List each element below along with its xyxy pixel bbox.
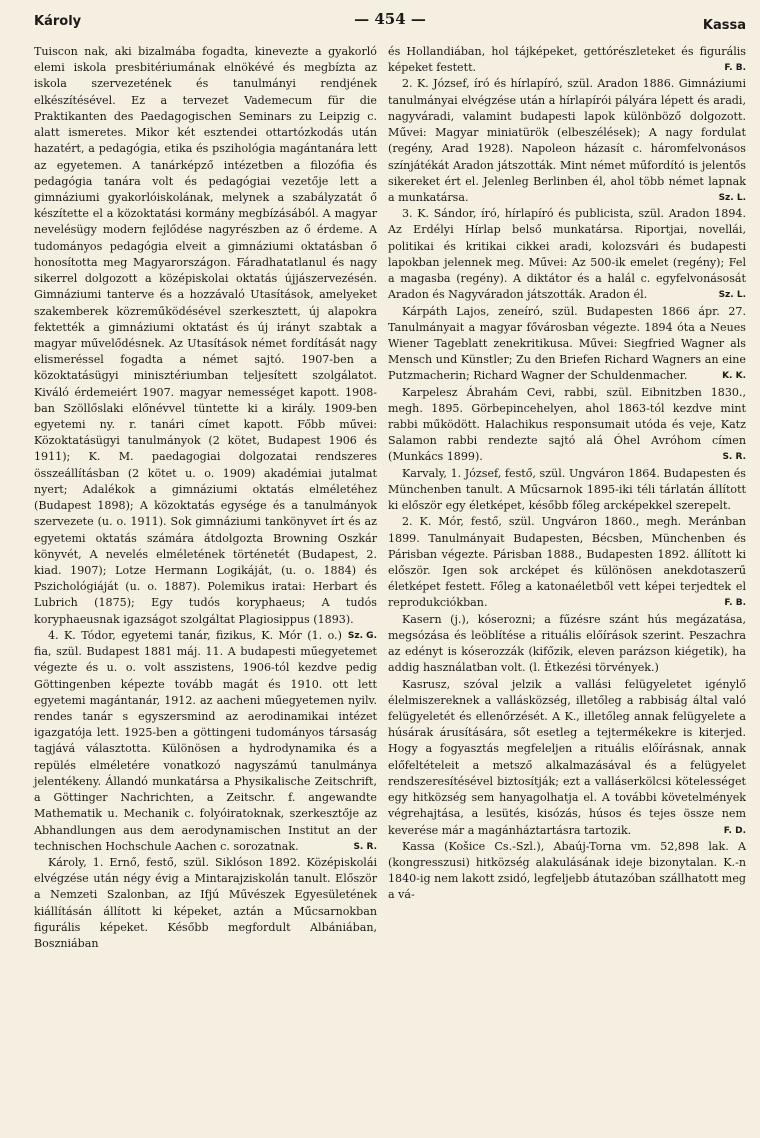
paragraph: 2. K. József, író és hírlapíró, szül. Aradon 1886. Gimnáziumi tanulmányai elvégzése után a hírlapírói pályára lépett és aradi, nagyváradi, valamint budapesti lapok különböző dolgozott. Művei: Magyar miniatürök (elbeszélések); A nagy fordulat (regény, Arad 1928). Napoleon házasít c. háromfelvonásos színjátékát Aradon játszották. Mint német műfordító is jelentős sikereket ért el. Jelenleg Berlinben él, ahol több német lapnak a munkatársa. Sz. L. bbox=[388, 76, 746, 206]
author-signature: F. B. bbox=[724, 598, 746, 609]
paragraph: Karvaly, 1. József, festő, szül. Ungváron 1864. Budapesten és Münchenben tanult. A Műcsarnok 1895-iki téli tárlatán állított ki először egy életképet, később főleg arcképekkel szerepelt. bbox=[388, 466, 746, 513]
paragraph: és Hollandiában, hol tájképeket, gettórészleteket és figurális képeket festett. F. B. bbox=[388, 44, 746, 76]
paragraph: Kasrusz, szóval jelzik a vallási felügyeletet igénylő élelmiszereknek a vallásközség, illetőleg a rabbiság által való felügyeletét és ellenőrzését. A K., illetőleg annak felügyelete a húsárak árusítására, sőt esetleg a tejtermékekre is kiterjed. Hogy a fogyasztás megfeleljen a rituális előírásnak, annak előfeltételeit a metsző alkalmazásával és a felügyelet rendszeresítésével biztosítják; ezt a valláserkölcsi kötelességet egy hitközség sem hanyagolhatja el. A további követelmények végrehajtása, a lesütés, kisózás, húsos és tejes össze nem keverése már a magánháztartásra tartozik. F. D. bbox=[388, 677, 746, 839]
author-signature: S. R. bbox=[722, 452, 746, 463]
page-header bbox=[34, 10, 746, 32]
paragraph: Tuiscon nak, aki bizalmába fogadta, kinevezte a gyakorló elemi iskola presbitériumának elnökévé és megbízta az iskola szervezetének és tanulmányi rendjének elkészítésével. Ez a tervezet Vademecum für die Praktikanten des Paedagogischen Seminars zu Leipzig c. alatt ismeretes. Mikor két esztendei ottartózkodás után hazatért, a pedagógia, etika és pszihológia magántanára lett az egyetemen. A tanárképző intézetben a filozófia és pedagógia tanára volt és pedagógiai vezetője lett a gimnáziumi gyakorlóiskolának, melynek a szabályzatát ő készítette el a közoktatási kormány megbízásából. A magyar nevelésügy modern fejlődése nagyrészben az ő érdeme. A tudományos pedagógia elveit a gimnáziumi oktatásban ő honosította meg Magyarországon. Fáradhatatlanul és nagy sikerrel dolgozott a középiskolai oktatás újjászervezésén. Gimnáziumi tanterve és a hozzávaló Utasítások, amelyeket szakemberek közreműködésével szerkesztett, új alapokra fektették a gimnáziumi oktatást és új irányt szabtak a magyar művelődésnek. Az Utasítások német fordítását nagy elismeréssel fogadta a német sajtó. 1907-ben a közoktatásügyi minisztériumban teljesített szolgálatot. Kiváló érdemeiért 1907. magyar nemességet kapott. 1908-ban Szöllőslaki előnévvel tüntette ki a király. 1909-ben egyetemi ny. r. tanári címet kapott. Főbb művei: Közoktatásügyi tanulmányok (2 kötet, Budapest 1906 és 1911); K. M. paedagogiai dolgozatai rendszeres összeállításban (2 kötet u. o. 1909) akadémiai jutalmat nyert; Adalékok a gimnáziumi oktatás elméletéhez (Budapest 1898); A közoktatás egysége és a tanulmányok szervezete (u. o. 1911). Sok gimnáziumi tankönyvet írt és az egyetemi oktatás számára átdolgozta Browning Oszkár könyvét, A nevelés elméletének történetét (Budapest, 2. kiad. 1907); Lotze Hermann Logikáját, (u. o. 1884) és Pszichológiáját (u. o. 1887). Polemikus iratai: Herbart és Lubrich (1875); Egy tudós koryphaeus; A tudós koryphaeusnak igazságot szolgáltat Plagiosippus (1893). Sz. G. bbox=[34, 44, 377, 628]
header-left-keyword: Károly bbox=[34, 14, 82, 29]
author-signature: S. R. bbox=[353, 841, 377, 852]
right-column bbox=[388, 44, 746, 904]
paragraph: 2. K. Mór, festő, szül. Ungváron 1860., megh. Meránban 1899. Tanulmányait Budapesten, Bécsben, Münchenben és Párisban végezte. Párisban 1888., Budapesten 1892. állított ki először. Igen sok arcképet és különösen anekdotaszerű életképet festett. Főleg a katonaéletből vett képei terjedtek el reprodukciókban. F. B. bbox=[388, 514, 746, 611]
author-signature: Sz. L. bbox=[718, 290, 746, 301]
paragraph: Károly, 1. Ernő, festő, szül. Siklóson 1892. Középiskolái elvégzése után négy évig a Mintarajziskolán tanult. Először a Nemzeti Szalonban, az Ifjú Művészek Egyesületének kiállításán állított ki képeket, aztán a Műcsarnokban figurális képeket. Később megfordult Albániában, Boszniában bbox=[34, 855, 377, 951]
author-signature: Sz. G. bbox=[347, 630, 377, 641]
paragraph: 4. K. Tódor, egyetemi tanár, fizikus, K. Mór (1. o.) fia, szül. Budapest 1881 máj. 11. A budapesti műegyetemet végezte és u. o. volt asszistens, 1906-tól kezdve pedig Göttingenben képezte tovább magát és 1910. ott lett egyetemi magántanár, 1912. az aacheni műegyetemen nyilv. rendes tanár s egyszersmind az aerodinamikai intézet igazgatója lett. 1925-ben a göttingeni tudományos társaság tagjává választotta. Különösen a hydrodynamika és a repülés elméletére vonatkozó nagyszámú tanulmánya jelentékeny. Állandó munkatársa a Physikalische Zeitschrift, a Göttinger Nachrichten, a Zeitschr. f. angewandte Mathematik u. Mechanik c. folyóiratoknak, szerkesztője az Abhandlungen aus dem aerodynamischen Institut an der technischen Hochschule Aachen c. sorozatnak. S. R. bbox=[34, 628, 377, 855]
paragraph: Karpelesz Ábrahám Cevi, rabbi, szül. Eibnitzben 1830., megh. 1895. Görbepincehelyen, ahol 1863-tól kezdve mint rabbi működött. Halachikus responsumait utóda és veje, Katz Salamon rabbi rendezte sajtó alá Óhel Avróhom címen (Munkács 1899). S. R. bbox=[388, 385, 746, 466]
paragraph: 3. K. Sándor, író, hírlapíró és publicista, szül. Aradon 1894. Az Erdélyi Hírlap belső munkatársa. Riportjai, novellái, politikai és kritikai cikkei aradi, kolozsvári és budapesti lapokban jelennek meg. Művei: Az 500-ik emelet (regény); Fel a magasba (regény). A diktátor és a halál c. egyfelvonásosát Aradon és Nagyváradon játszották. Aradon él. Sz. L. bbox=[388, 206, 746, 303]
paragraph: Kasern (j.), kóserozni; a fűzésre szánt hús megázatása, megsózása és leöblítése a rituális előírások szerint. Peszachra az edényt is kóserozzák (kifőzik, eleven parázson kiégetik), ha addig használatban volt. (l. Étkezési törvények.) bbox=[388, 612, 746, 675]
author-signature: F. B. bbox=[724, 63, 746, 74]
header-right-keyword: Kassa bbox=[702, 18, 746, 33]
page-number: — 454 — bbox=[354, 10, 426, 28]
author-signature: K. K. bbox=[722, 371, 746, 382]
author-signature: Sz. L. bbox=[718, 192, 746, 203]
author-signature: F. D. bbox=[723, 825, 746, 836]
paragraph: Kárpáth Lajos, zeneíró, szül. Budapesten 1866 ápr. 27. Tanulmányait a magyar fővárosban végezte. 1894 óta a Neues Wiener Tageblatt zenekritikusa. Művei: Siegfried Wagner als Mensch und Künstler; Zu den Briefen Richard Wagners an eine Putzmacherin; Richard Wagner der Schuldenmacher. K. K. bbox=[388, 304, 746, 385]
left-column bbox=[34, 44, 377, 952]
paragraph: Kassa (Košice Cs.-Szl.), Abaúj-Torna vm. 52,898 lak. A (kongresszusi) hitközség alakulásának ideje bizonytalan. K.-n 1840-ig nem lakott zsidó, legfeljebb átutazóban szállhatott meg a vá- bbox=[388, 839, 746, 902]
